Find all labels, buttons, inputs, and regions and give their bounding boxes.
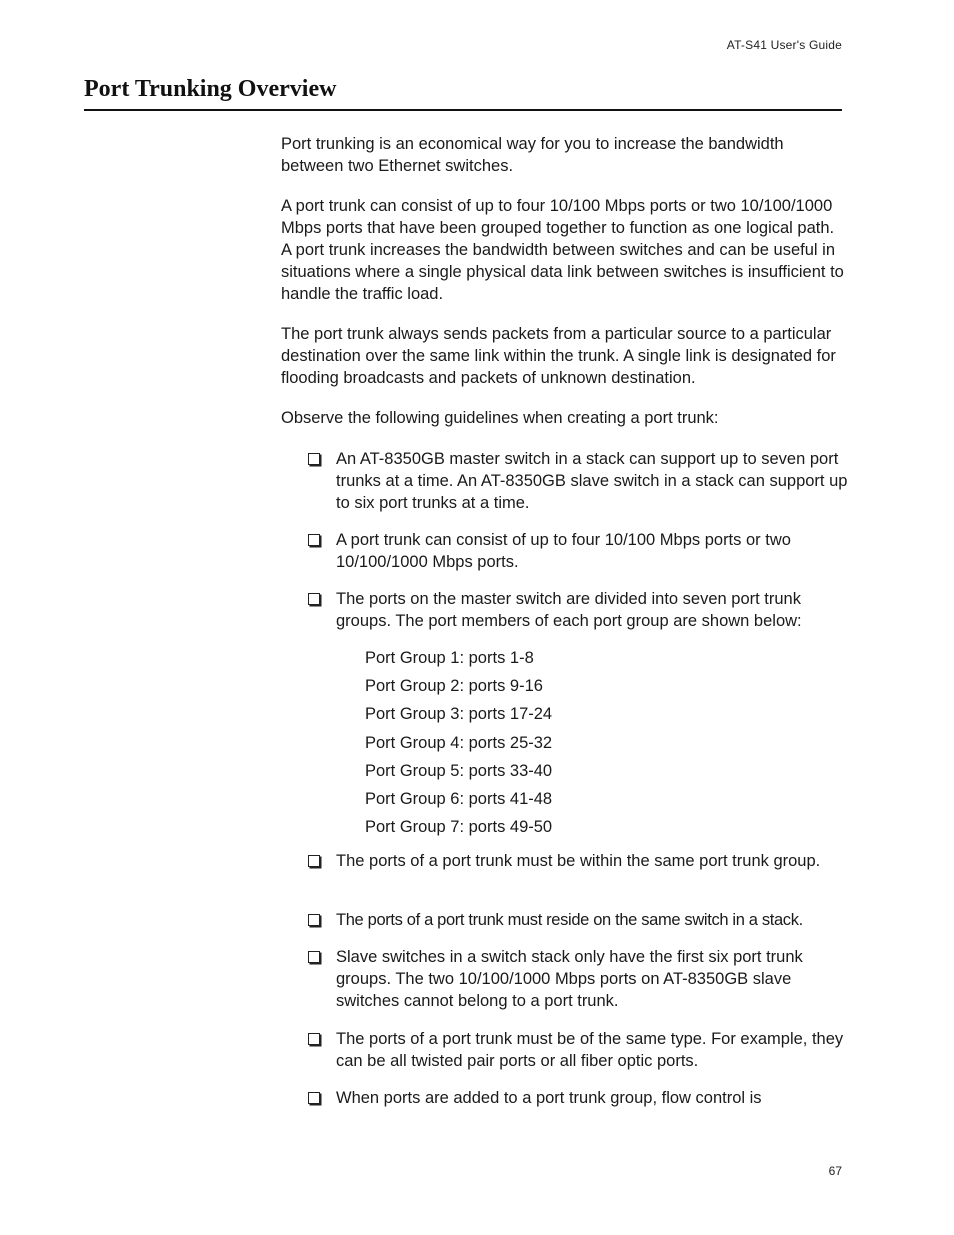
guideline-item <box>308 909 848 931</box>
checkbox-bullet-icon <box>308 855 320 867</box>
guideline-item <box>308 850 848 872</box>
checkbox-bullet-icon <box>308 951 320 963</box>
checkbox-bullet-icon <box>308 1033 320 1045</box>
port-group-line: Port Group 2: ports 9-16 <box>365 677 543 695</box>
guideline-item <box>308 1087 848 1109</box>
guideline-item <box>308 588 848 632</box>
paragraph-definition: A port trunk can consist of up to four 10/100 Mbps ports or two 10/100/1000 Mbps ports that have been grouped together to function as one logical path. A port trunk increases the bandwidth between switches and can be useful in situations where a single physical data link between switches is insufficient to handle the traffic load. <box>281 197 844 303</box>
guideline-item <box>308 448 848 514</box>
paragraph-guidelines-lead: Observe the following guidelines when creating a port trunk: <box>281 409 719 427</box>
checkbox-bullet-icon <box>308 453 320 465</box>
running-header: AT-S41 User's Guide <box>726 38 842 52</box>
port-group-line: Port Group 7: ports 49-50 <box>365 818 553 836</box>
paragraph-link-behavior: The port trunk always sends packets from a particular source to a particular destination over the same link within the trunk. A single link is designated for flooding broadcasts and packets of unknown destination. <box>281 325 836 387</box>
guideline-item <box>308 946 848 1012</box>
checkbox-bullet-icon <box>308 1092 320 1104</box>
title-rule <box>84 109 842 111</box>
port-group-line: Port Group 5: ports 33-40 <box>365 762 553 780</box>
guideline-text: An AT-8350GB master switch in a stack can support up to seven port trunks at a time. An AT-8350GB slave switch in a stack can support up to six port trunks at a time. <box>336 450 848 512</box>
port-group-line: Port Group 3: ports 17-24 <box>365 705 553 723</box>
guideline-text: The ports of a port trunk must be of the same type. For example, they can be all twisted pair ports or all fiber optic ports. <box>336 1030 844 1070</box>
port-group-line: Port Group 1: ports 1-8 <box>365 649 534 667</box>
section-title: Port Trunking Overview <box>84 76 337 102</box>
paragraph-intro: Port trunking is an economical way for you to increase the bandwidth between two Ethernet switches. <box>281 135 784 175</box>
guideline-text: The ports of a port trunk must be within the same port trunk group. <box>336 852 821 870</box>
checkbox-bullet-icon <box>308 914 320 926</box>
guideline-item <box>308 1028 848 1072</box>
page-number: 67 <box>828 1164 842 1178</box>
port-group-line: Port Group 4: ports 25-32 <box>365 734 553 752</box>
guideline-text: The ports on the master switch are divided into seven port trunk groups. The port members of each port group are shown below: <box>336 590 802 630</box>
guideline-item <box>308 529 848 573</box>
guideline-text: A port trunk can consist of up to four 10/100 Mbps ports or two 10/100/1000 Mbps ports. <box>336 531 791 571</box>
checkbox-bullet-icon <box>308 593 320 605</box>
guideline-text: The ports of a port trunk must reside on the same switch in a stack. <box>336 911 803 929</box>
guideline-text: Slave switches in a switch stack only have the first six port trunk groups. The two 10/100/1000 Mbps ports on AT-8350GB slave switches cannot belong to a port trunk. <box>336 948 803 1010</box>
guideline-text: When ports are added to a port trunk group, flow control is <box>336 1089 762 1107</box>
port-group-line: Port Group 6: ports 41-48 <box>365 790 553 808</box>
checkbox-bullet-icon <box>308 534 320 546</box>
